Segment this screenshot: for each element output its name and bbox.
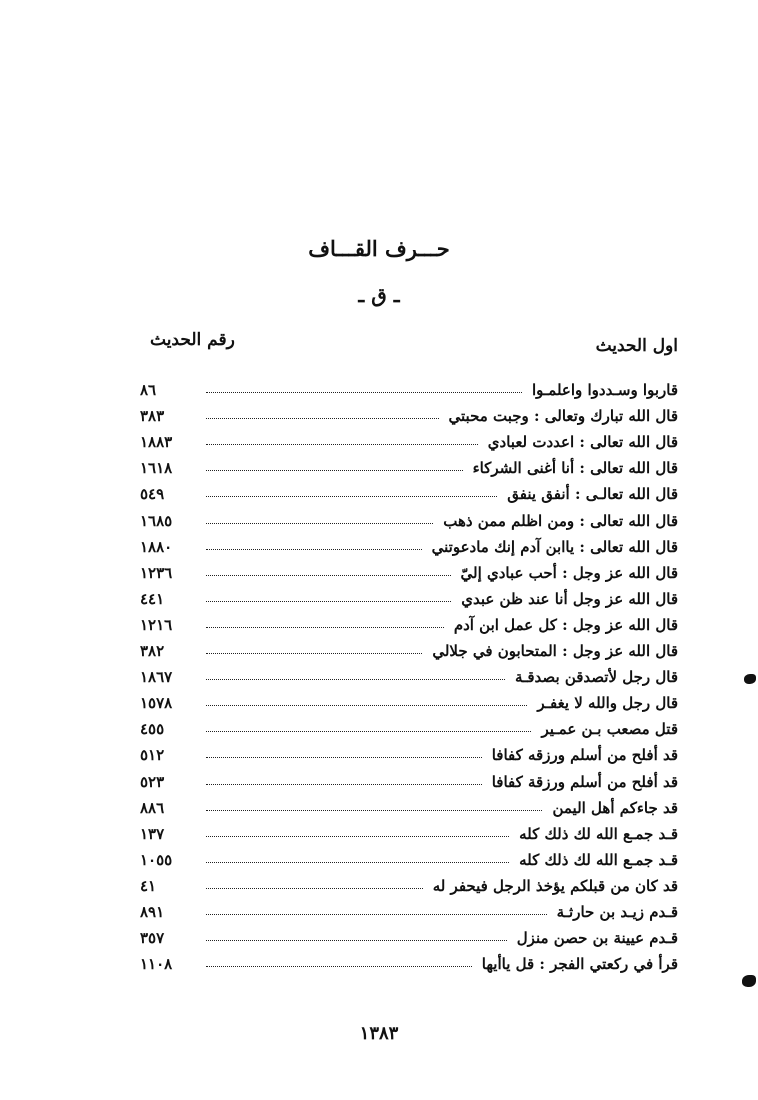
entry-number: ٣٨٢ (140, 642, 165, 661)
entry-number: ٨٦ (140, 381, 157, 400)
index-entry (140, 686, 678, 712)
index-entry (140, 764, 678, 790)
index-entry (140, 373, 678, 399)
entry-text: قال الله عز وجل أنا عند ظن عبدي (461, 589, 678, 608)
leader-dots (206, 731, 531, 732)
entry-text: قد كان من قبلكم يؤخذ الرجل فيحفر له (432, 876, 678, 895)
entry-text: قال رجل لأتصدقن بصدقـة (514, 668, 678, 687)
entry-text: قاربوا وسـددوا واعلمـوا (531, 381, 678, 400)
index-entry (140, 738, 678, 764)
index-entry (140, 477, 678, 503)
leader-dots (206, 601, 451, 602)
leader-dots (206, 810, 542, 811)
index-entry (140, 869, 678, 895)
entry-text: قـد جمـع الله لك ذلك كله (519, 824, 678, 843)
entry-number: ١٢٣٦ (140, 563, 173, 582)
index-entry (140, 817, 678, 843)
leader-dots (206, 940, 507, 941)
entry-text: قال الله تعالـى : أنفق ينفق (507, 485, 678, 504)
entry-text: قد أفلح من أسلم ورزقة كفافا (491, 772, 678, 791)
entry-number: ٥٤٩ (140, 485, 165, 504)
entry-number: ١٦١٨ (140, 459, 173, 478)
entry-text: قال الله تعالى : ياابن آدم إنك مادعوتني (431, 537, 678, 556)
entry-number: ٤٤١ (140, 589, 165, 608)
entry-number: ٤١ (140, 876, 157, 895)
hadith-index-list (140, 373, 678, 973)
index-entry (140, 530, 678, 556)
index-entry (140, 503, 678, 529)
letter-heading: ـ ق ـ (358, 283, 400, 307)
index-entry (140, 791, 678, 817)
entry-text: قال الله تبارك وتعالى : وجبت محبتي (448, 407, 678, 426)
leader-dots (206, 549, 422, 550)
entry-text: قد أفلح من أسلم ورزقه كفافا (491, 746, 678, 765)
entry-number: ٤٥٥ (140, 720, 165, 739)
entry-text: قـدم زيـد بن حارثـة (556, 902, 678, 921)
entry-text: قال الله تعالى : أنا أغنى الشركاء (472, 459, 678, 478)
index-entry (140, 608, 678, 634)
leader-dots (206, 679, 505, 680)
leader-dots (206, 627, 444, 628)
entry-text: قـد جمـع الله لك ذلك كله (519, 850, 678, 869)
entry-number: ١٦٨٥ (140, 511, 173, 530)
index-entry (140, 712, 678, 738)
leader-dots (206, 888, 423, 889)
entry-text: قال رجل والله لا يغفـر (537, 694, 678, 713)
column-header-first-words: اول الحديث (595, 336, 678, 356)
entry-number: ٨٩١ (140, 902, 165, 921)
leader-dots (206, 784, 482, 785)
leader-dots (206, 705, 527, 706)
index-entry (140, 582, 678, 608)
ink-blot (744, 674, 756, 684)
leader-dots (206, 836, 509, 837)
entry-text: قتل مصعب بـن عمـير (541, 720, 678, 739)
index-entry (140, 947, 678, 973)
entry-number: ١٨٦٧ (140, 668, 173, 687)
index-entry (140, 399, 678, 425)
leader-dots (206, 966, 472, 967)
leader-dots (206, 575, 451, 576)
entry-number: ١١٠٨ (140, 955, 173, 974)
leader-dots (206, 392, 522, 393)
index-entry (140, 425, 678, 451)
entry-text: قرأ في ركعتي الفجر : قل ياأيها (481, 955, 678, 974)
leader-dots (206, 496, 497, 497)
index-entry (140, 895, 678, 921)
leader-dots (206, 418, 439, 419)
leader-dots (206, 470, 463, 471)
leader-dots (206, 914, 547, 915)
entry-number: ٣٨٣ (140, 407, 165, 426)
entry-text: قال الله عز وجل : المتحابون في جلالي (432, 642, 678, 661)
index-entry (140, 921, 678, 947)
page-number: ١٣٨٣ (359, 1023, 399, 1044)
entry-text: قال الله عز وجل : أحب عبادي إليّ (460, 563, 678, 582)
leader-dots (206, 653, 422, 654)
section-title: حـــرف القـــاف (308, 236, 450, 261)
entry-text: قد جاءكم أهل اليمن (552, 798, 678, 817)
entry-number: ١٢١٦ (140, 615, 173, 634)
index-entry (140, 660, 678, 686)
entry-text: قال الله تعالى : ومن اظلم ممن ذهب (443, 511, 678, 530)
entry-number: ١٨٨٣ (140, 433, 173, 452)
index-entry (140, 451, 678, 477)
entry-number: ٣٥٧ (140, 929, 165, 948)
entry-number: ٥١٢ (140, 746, 165, 765)
entry-text: قـدم عيينة بن حصن منزل (516, 929, 678, 948)
entry-text: قال الله عز وجل : كل عمل ابن آدم (453, 615, 678, 634)
index-entry (140, 556, 678, 582)
entry-number: ١٣٧ (140, 824, 165, 843)
entry-number: ١٨٨٠ (140, 537, 173, 556)
leader-dots (206, 862, 509, 863)
entry-number: ٨٨٦ (140, 798, 165, 817)
leader-dots (206, 523, 433, 524)
leader-dots (206, 444, 478, 445)
entry-text: قال الله تعالى : اعددت لعبادي (487, 433, 678, 452)
leader-dots (206, 757, 482, 758)
entry-number: ٥٢٣ (140, 772, 165, 791)
ink-blot (742, 975, 756, 987)
entry-number: ١٠٥٥ (140, 850, 173, 869)
column-header-hadith-number: رقم الحديث (150, 330, 235, 350)
entry-number: ١٥٧٨ (140, 694, 173, 713)
index-entry (140, 843, 678, 869)
index-entry (140, 634, 678, 660)
